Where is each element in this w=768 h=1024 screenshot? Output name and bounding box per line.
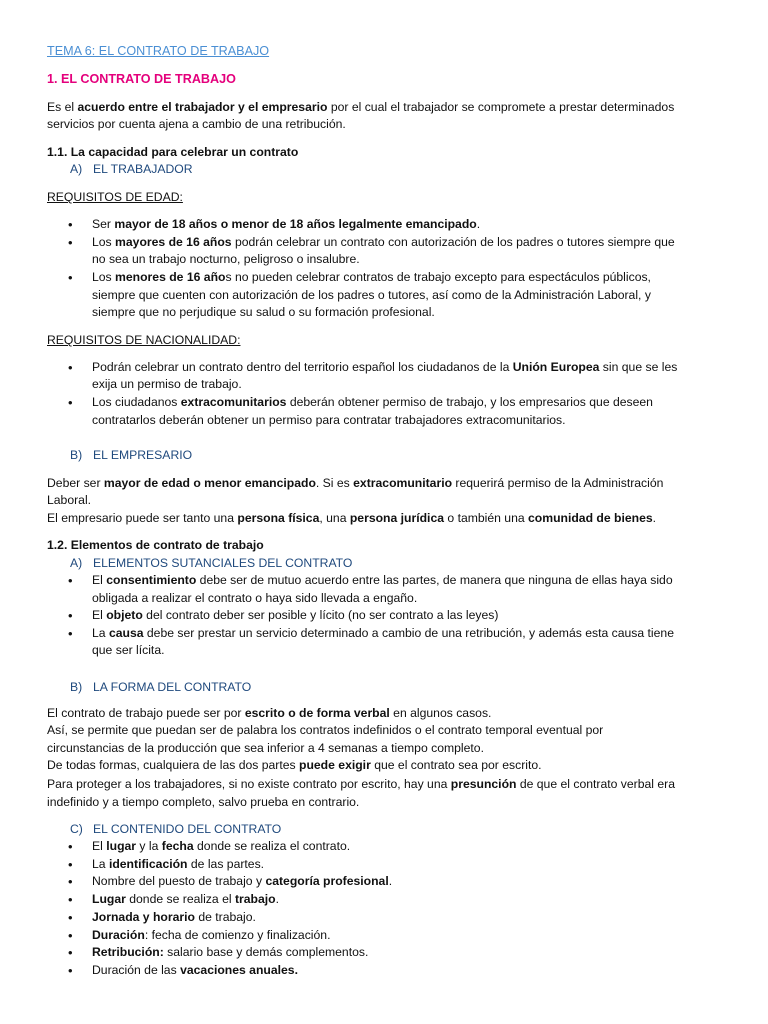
intro-line-1: Es el acuerdo entre el trabajador y el empresario por el cual el trabajador se compromete a prestar determinados [47,100,675,114]
bullet-icon: • [68,626,73,641]
elementos-bullet-2: El objeto del contrato deber ser posible y lícito (no ser contrato a las leyes) [92,608,499,622]
nac-bullet-1-line-2: exija un permiso de trabajo. [92,377,242,391]
bullet-icon: • [68,270,73,285]
forma-line-4: De todas formas, cualquiera de las dos partes puede exigir que el contrato sea por escrito. [47,758,542,772]
elementos-bullet-3-line-1: La causa debe ser prestar un servicio determinado a cambio de una retribución, y además esta causa tiene [92,626,674,640]
elementos-bullet-3-line-2: que ser lícita. [92,643,165,657]
contenido-bullet-8: Duración de las vacaciones anuales. [92,963,298,977]
intro-line-2: servicios por cuenta ajena a cambio de una retribución. [47,117,346,131]
bullet-icon: • [68,395,73,410]
section-heading-1: 1. EL CONTRATO DE TRABAJO [47,72,236,86]
contenido-bullet-4: Lugar donde se realiza el trabajo. [92,892,279,906]
subheading-elementos: A) ELEMENTOS SUTANCIALES DEL CONTRATO [70,556,353,570]
contenido-bullet-6: Duración: fecha de comienzo y finalización. [92,928,331,942]
forma-line-5: Para proteger a los trabajadores, si no existe contrato por escrito, hay una presunción de que el contrato verbal era [47,777,675,791]
bullet-icon: • [68,608,73,623]
forma-line-6: indefinido y a tiempo completo, salvo prueba en contrario. [47,795,360,809]
bullet-icon: • [68,910,73,925]
contenido-bullet-1: El lugar y la fecha donde se realiza el contrato. [92,839,351,853]
subheading-contenido: C) EL CONTENIDO DEL CONTRATO [70,822,282,836]
heading-requisitos-edad: REQUISITOS DE EDAD: [47,190,183,204]
forma-line-1: El contrato de trabajo puede ser por escrito o de forma verbal en algunos casos. [47,706,492,720]
empresario-line-1: Deber ser mayor de edad o menor emancipado. Si es extracomunitario requerirá permiso de la Administración [47,476,664,490]
nac-bullet-2-line-1: Los ciudadanos extracomunitarios deberán obtener permiso de trabajo, y los empresarios que deseen [92,395,653,409]
nac-bullet-2-line-2: contratarlos deberán obtener un permiso para contratar trabajadores extracomunitarios. [92,413,566,427]
empresario-line-2: Laboral. [47,493,92,507]
contenido-bullet-5: Jornada y horario de trabajo. [92,910,256,924]
contenido-bullet-7: Retribución: salario base y demás complementos. [92,945,369,959]
heading-requisitos-nacionalidad: REQUISITOS DE NACIONALIDAD: [47,333,241,347]
nac-bullet-1-line-1: Podrán celebrar un contrato dentro del territorio español los ciudadanos de la Unión Europea sin que se les [92,360,678,374]
edad-bullet-3-line-3: siempre que no perjudique su salud o su formación profesional. [92,305,435,319]
bullet-icon: • [68,928,73,943]
bullet-icon: • [68,360,73,375]
edad-bullet-1: Ser mayor de 18 años o menor de 18 años legalmente emancipado. [92,217,481,231]
elementos-bullet-1-line-2: obligada a realizar el contrato o haya sido llevada a engaño. [92,591,418,605]
document-title: TEMA 6: EL CONTRATO DE TRABAJO [47,44,270,58]
empresario-line-3: El empresario puede ser tanto una persona física, una persona jurídica o también una comunidad de bienes. [47,511,657,525]
bullet-icon: • [68,573,73,588]
bullet-icon: • [68,874,73,889]
subheading-forma: B) LA FORMA DEL CONTRATO [70,680,252,694]
bullet-icon: • [68,945,73,960]
bullet-icon: • [68,235,73,250]
bullet-icon: • [68,217,73,232]
subheading-empresario: B) EL EMPRESARIO [70,448,193,462]
subsection-heading-1-2: 1.2. Elementos de contrato de trabajo [47,538,264,552]
contenido-bullet-3: Nombre del puesto de trabajo y categoría profesional. [92,874,393,888]
subheading-trabajador: A) EL TRABAJADOR [70,162,193,176]
bullet-icon: • [68,839,73,854]
forma-line-3: circunstancias de la producción que sea inferior a 4 semanas a tiempo completo. [47,741,484,755]
edad-bullet-2-line-1: Los mayores de 16 años podrán celebrar un contrato con autorización de los padres o tutores siempre que [92,235,675,249]
subsection-heading-1-1: 1.1. La capacidad para celebrar un contrato [47,145,299,159]
bullet-icon: • [68,892,73,907]
bullet-icon: • [68,857,73,872]
edad-bullet-2-line-2: no sea un trabajo nocturno, peligroso o insalubre. [92,252,360,266]
forma-line-2: Así, se permite que puedan ser de palabra los contratos indefinidos o el contrato temporal eventual por [47,723,604,737]
edad-bullet-3-line-2: siempre que cuenten con autorización de los padres o tutores, así como de la Administración Laboral, y [92,288,651,302]
edad-bullet-3-line-1: Los menores de 16 años no pueden celebrar contratos de trabajo excepto para espectáculos públicos, [92,270,651,284]
bullet-icon: • [68,963,73,978]
elementos-bullet-1-line-1: El consentimiento debe ser de mutuo acuerdo entre las partes, de manera que ninguna de ellas haya sido [92,573,673,587]
contenido-bullet-2: La identificación de las partes. [92,857,265,871]
